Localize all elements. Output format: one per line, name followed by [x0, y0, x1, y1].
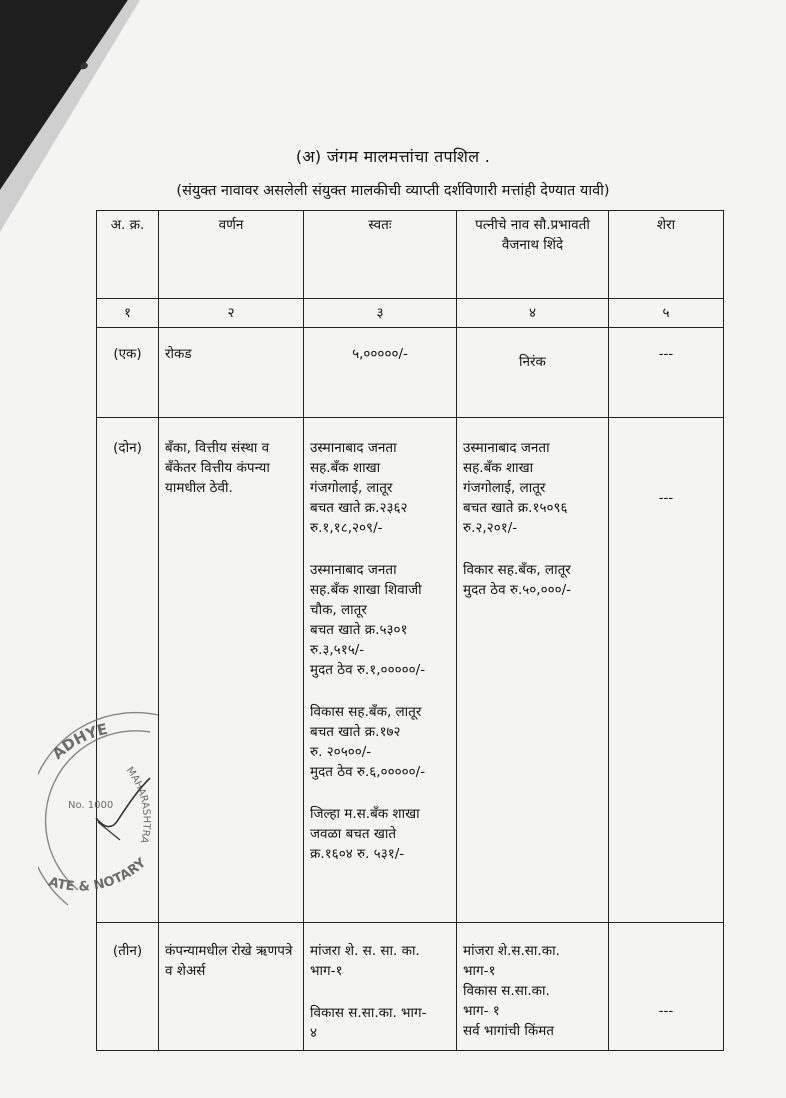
share-entry: विकास स.सा.का. भाग- ४: [310, 1005, 427, 1041]
bank-entry: उस्मानाबाद जनता सह.बँक शाखा गंजगोलाई, लातूर बचत खाते क्र.१५०९६ रु.२,२०१/-: [463, 440, 568, 536]
stamp-right-text: MAHARASHTRA: [123, 765, 152, 845]
row-serial: (एक): [97, 328, 159, 418]
row-remarks: ---: [609, 923, 724, 1051]
row-description: रोकड: [159, 328, 304, 418]
header-spouse: पत्नीचे नाव सौ.प्रभावती वैजनाथ शिंदे: [457, 211, 609, 299]
table-row: [97, 418, 724, 923]
header-serial: अ. क्र.: [97, 211, 159, 299]
row-serial: (तीन): [97, 923, 159, 1051]
document-subtitle: (संयुक्त नावावर असलेली संयुक्त मालकीची व्याप्ती दर्शविणारी मत्तांही देण्यात यावी): [176, 183, 610, 199]
stamp-top-text: ADHYE: [48, 719, 110, 763]
bank-entry: उस्मानाबाद जनता सह.बँक शाखा शिवाजी चौक, लातूर बचत खाते क्र.५३०१ रु.३,५१५/- मुदत ठेव रु.१,०००००/-: [310, 562, 426, 678]
column-number: ३: [304, 299, 457, 328]
column-number: ५: [609, 299, 724, 328]
row-spouse-entries: [457, 418, 609, 923]
stamp-bottom-text: ATE & NOTARY: [46, 855, 150, 895]
scan-corner-shadow: [0, 0, 140, 240]
row-serial: (दोन): [97, 418, 159, 923]
row-description: कंपन्यामधील रोखे ऋणपत्रे व शेअर्स: [159, 923, 304, 1051]
table-row: [97, 328, 724, 418]
row-self-entries: [304, 418, 457, 923]
row-remarks: ---: [609, 328, 724, 418]
bank-entry: विकास सह.बँक, लातूर बचत खाते क्र.१७२ रु. २०५००/- मुदत ठेव रु.६,०००००/-: [310, 704, 426, 780]
header-remarks: शेरा: [609, 211, 724, 299]
column-number: २: [159, 299, 304, 328]
bank-entry: जिल्हा म.स.बँक शाखा जवळा बचत खाते क्र.१६०४ रु. ५३१/-: [310, 806, 420, 862]
share-entry: मांजरा शे. स. सा. का. भाग-१: [310, 943, 420, 979]
stamp-reg-number: No. 1000: [68, 800, 114, 811]
row-spouse-entries: [457, 923, 609, 1051]
row-self-entries: [304, 923, 457, 1051]
row-self-value: ५,०००००/-: [304, 328, 457, 418]
bank-entry: उस्मानाबाद जनता सह.बँक शाखा गंजगोलाई, लातूर बचत खाते क्र.२३६२ रु.१,१८,२०९/-: [310, 440, 408, 536]
header-row: [97, 211, 724, 299]
share-entry: मांजरा शे.स.सा.का. भाग-१ विकास स.सा.का. भाग- १ सर्व भागांची किंमत: [463, 943, 560, 1039]
column-number-row: [97, 299, 724, 328]
row-description: बँका, वित्तीय संस्था व बँकेतर वित्तीय कंपन्या यामधील ठेवी.: [159, 418, 304, 923]
movable-assets-table: [96, 210, 724, 1051]
document-title: (अ) जंगम मालमत्तांचा तपशिल .: [295, 147, 491, 166]
row-remarks: ---: [609, 418, 724, 923]
header-self: स्वतः: [304, 211, 457, 299]
column-number: १: [97, 299, 159, 328]
column-number: ४: [457, 299, 609, 328]
bank-entry: विकार सह.बँक, लातूर मुदत ठेव रु.५०,०००/-: [463, 562, 572, 598]
table-row: [97, 923, 724, 1051]
header-description: वर्णन: [159, 211, 304, 299]
row-spouse-value: निरंक: [457, 328, 609, 418]
